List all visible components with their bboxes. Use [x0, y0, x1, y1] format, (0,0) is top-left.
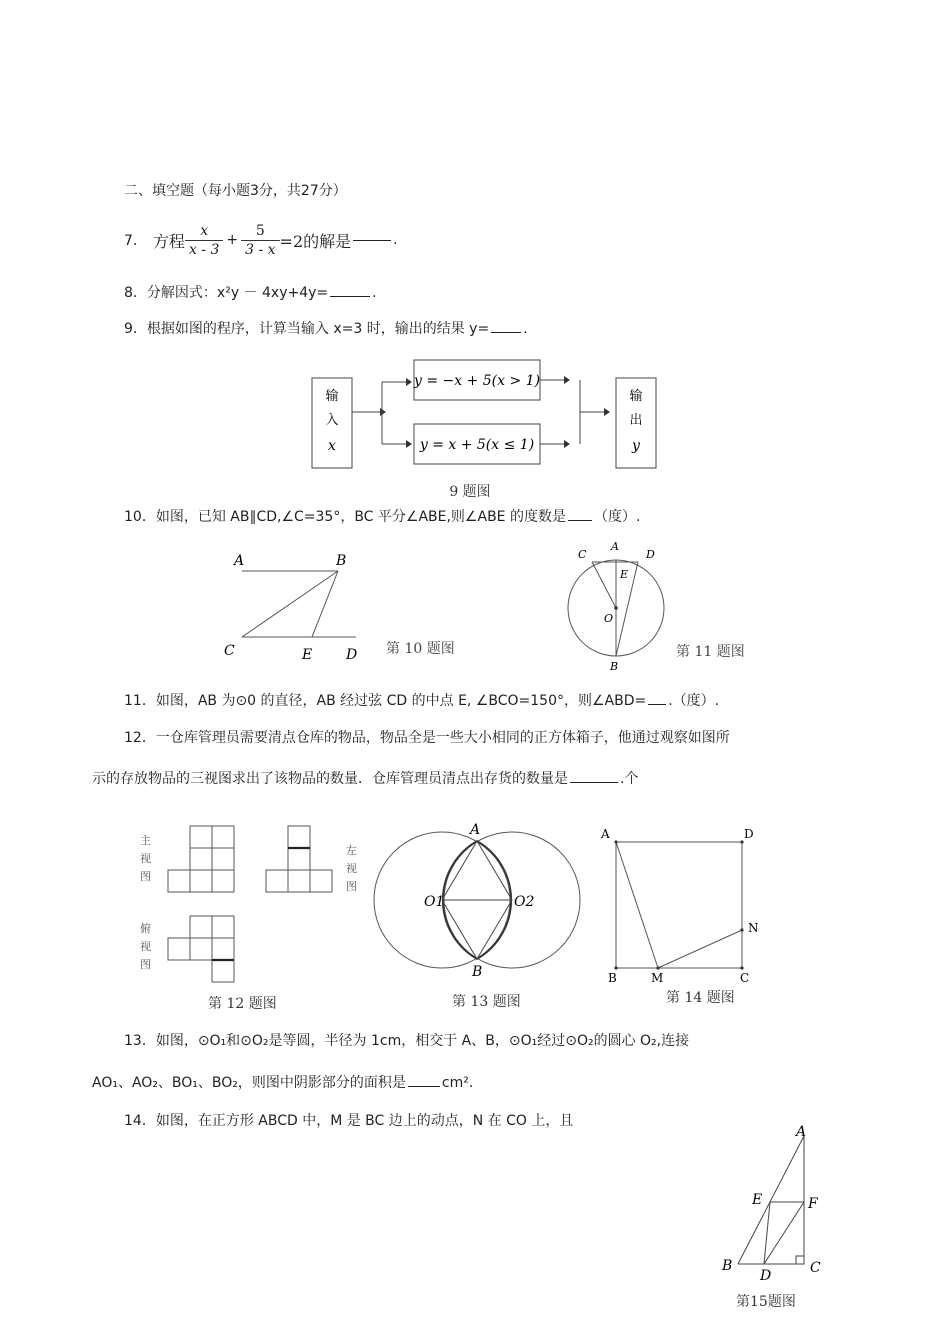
input-label-2: 入 — [325, 413, 339, 428]
figure-12-three-views — [130, 820, 370, 1016]
q7-plus: + — [226, 232, 239, 248]
question-14: 14．如图，在正方形 ABCD 中，M 是 BC 边上的动点，N 在 CO 上，且 — [124, 1113, 574, 1129]
front-label-1: 主 — [140, 834, 151, 847]
label-e: E — [752, 1192, 763, 1208]
segment-be — [312, 571, 338, 637]
label-d: D — [646, 548, 655, 561]
top-label-1: 俯 — [140, 922, 151, 935]
left-view — [266, 826, 332, 892]
q7-frac1-num: x — [185, 222, 223, 241]
label-c: C — [578, 548, 587, 561]
label-f: F — [808, 1196, 818, 1212]
q8-answer-blank[interactable] — [330, 296, 370, 297]
label-a: A — [234, 553, 245, 569]
segment-ab — [738, 1136, 804, 1264]
label-d: D — [346, 647, 358, 663]
front-label-3: 图 — [140, 870, 151, 883]
label-o1: O1 — [424, 894, 445, 910]
q7-answer-blank[interactable] — [353, 240, 391, 241]
output-label-3: y — [632, 438, 640, 454]
output-label-2: 出 — [629, 413, 643, 428]
q8-expression: x²y － 4xy+4y= — [216, 285, 329, 301]
label-c: C — [810, 1260, 821, 1276]
figure-13 — [372, 818, 582, 1014]
question-7 — [124, 218, 398, 262]
label-m: M — [651, 971, 664, 985]
left-label-1: 左 — [346, 844, 357, 857]
label-b: B — [472, 964, 483, 980]
figure-14 — [596, 822, 776, 1012]
q9-end: . — [523, 321, 528, 337]
figure-12-caption: 第 12 题图 — [208, 996, 277, 1012]
label-b: B — [722, 1258, 733, 1274]
question-8 — [124, 282, 377, 302]
q9-text: 9．根据如图的程序，计算当输入 x=3 时，输出的结果 y= — [124, 321, 490, 337]
label-o: O — [604, 612, 614, 625]
input-label-3: x — [328, 438, 336, 454]
label-b: B — [336, 553, 347, 569]
segment-mn — [658, 930, 742, 968]
label-d: D — [744, 827, 754, 841]
label-a: A — [601, 827, 610, 841]
left-label-2: 视 — [346, 862, 357, 875]
figure-9-flowchart — [300, 352, 680, 502]
q7-fraction-1 — [185, 222, 223, 259]
question-9 — [124, 318, 528, 338]
figure-10 — [220, 545, 480, 667]
label-a: A — [470, 822, 481, 838]
label-b: B — [608, 971, 617, 985]
q7-end: . — [393, 232, 398, 248]
q12-text: 示的存放物品的三视图求出了该物品的数量．仓库管理员清点出存货的数量是 — [92, 771, 568, 787]
left-label-3: 图 — [346, 880, 357, 893]
figure-11 — [560, 538, 760, 674]
segment-am — [616, 842, 658, 968]
q10-text: 10．如图，已知 AB∥CD,∠C=35°，BC 平分∠ABE,则∠ABE 的度数是 — [124, 509, 566, 525]
question-12-line-2 — [92, 768, 638, 788]
figure-11-caption: 第 11 题图 — [676, 644, 745, 660]
front-label-2: 视 — [140, 852, 151, 865]
q7-number: 7． — [124, 233, 147, 249]
q13-end: cm². — [441, 1075, 474, 1091]
question-13-line-2 — [92, 1072, 473, 1092]
segment-co — [592, 562, 616, 608]
q11-answer-blank[interactable] — [648, 704, 666, 705]
input-label-1: 输 — [325, 389, 339, 404]
section-title: 二、填空题（每小题3分，共27分） — [124, 183, 347, 199]
q11-end: .（度）. — [668, 693, 720, 709]
figure-9-caption: 9 题图 — [449, 484, 491, 500]
question-11 — [124, 690, 719, 710]
question-12-line-1: 12．一仓库管理员需要清点仓库的物品，物品全是一些大小相同的正方体箱子，他通过观察如图所 — [124, 730, 730, 746]
q8-end: . — [372, 285, 377, 301]
question-13-line-1: 13．如图，⊙O₁和⊙O₂是等圆，半径为 1cm，相交于 A、B，⊙O₁经过⊙O₂的圆心 O₂,连接 — [124, 1033, 690, 1049]
q7-suffix: =2的解是 — [279, 231, 352, 251]
label-e: E — [302, 647, 313, 663]
figure-13-caption: 第 13 题图 — [452, 994, 521, 1010]
top-label-2: 视 — [140, 940, 151, 953]
label-b: B — [610, 660, 619, 673]
q7-prefix: 方程 — [152, 231, 185, 251]
q10-answer-blank[interactable] — [568, 520, 592, 521]
label-o2: O2 — [514, 894, 535, 910]
q13-text: AO₁、AO₂、BO₁、BO₂，则图中阴影部分的面积是 — [92, 1075, 406, 1091]
figure-10-caption: 第 10 题图 — [386, 641, 455, 657]
label-c: C — [224, 643, 235, 659]
label-a: A — [796, 1124, 807, 1140]
q10-end: （度）. — [593, 509, 641, 525]
q7-frac2-num: 5 — [241, 222, 279, 241]
top-view — [168, 916, 234, 982]
bottom-formula: y = x + 5(x ≤ 1) — [419, 437, 535, 453]
output-label-1: 输 — [629, 389, 643, 404]
question-10 — [124, 506, 640, 526]
q11-text: 11．如图，AB 为⊙0 的直径，AB 经过弦 CD 的中点 E, ∠BCO=150°，则∠ABD= — [124, 693, 647, 709]
q7-frac1-den: x - 3 — [188, 241, 220, 258]
label-n: N — [748, 921, 759, 935]
label-c: C — [740, 971, 750, 985]
q8-text: 8．分解因式： — [124, 285, 217, 301]
segment-fd — [764, 1202, 804, 1264]
square-abcd — [616, 842, 742, 968]
label-e: E — [620, 568, 629, 581]
q13-answer-blank[interactable] — [408, 1086, 440, 1087]
top-label-3: 图 — [140, 958, 151, 971]
segment-bc — [242, 571, 338, 637]
q12-end: .个 — [620, 771, 639, 787]
top-formula: y = −x + 5(x > 1) — [413, 373, 541, 389]
front-view — [168, 826, 234, 892]
right-angle-mark — [796, 1256, 804, 1264]
q9-answer-blank[interactable] — [491, 332, 521, 333]
figure-15-caption: 第15题图 — [736, 1294, 796, 1310]
q7-frac2-den: 3 - x — [245, 241, 276, 258]
label-a: A — [611, 540, 619, 553]
q12-answer-blank[interactable] — [570, 782, 618, 783]
figure-15 — [716, 1122, 846, 1316]
figure-14-caption: 第 14 题图 — [666, 990, 735, 1006]
q7-fraction-2 — [241, 222, 279, 259]
label-d: D — [760, 1268, 772, 1284]
